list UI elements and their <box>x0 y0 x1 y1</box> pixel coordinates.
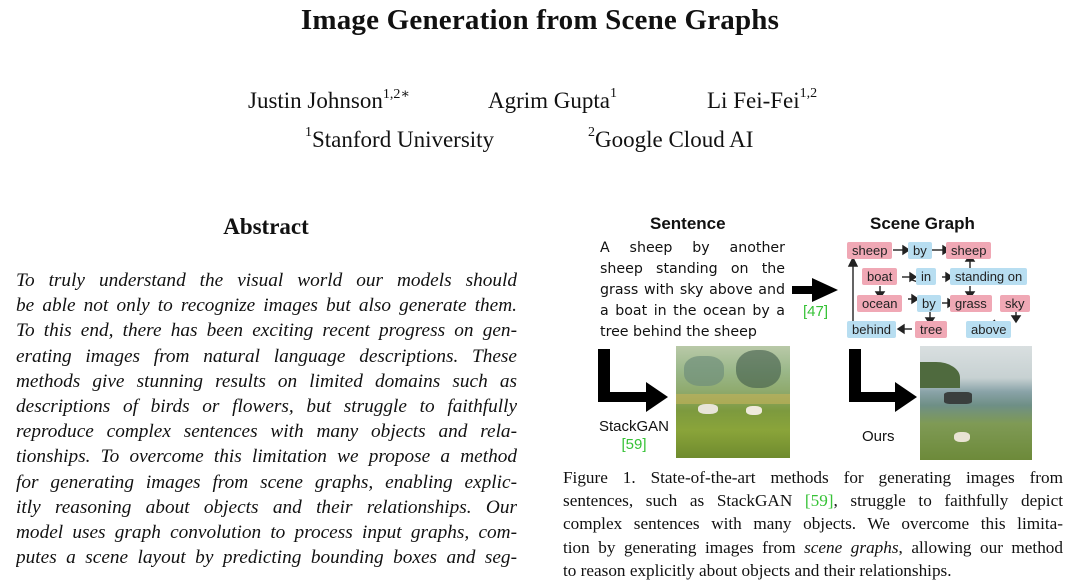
affiliation-1: $^1$Stanford University <box>305 125 495 152</box>
abstract-line: erating images from natural language descriptions. These <box>16 345 517 367</box>
arrow-sentence-to-stackgan-icon <box>598 349 668 412</box>
graph-node-sheep: sheep <box>847 242 892 259</box>
sentence-line: sheep standing on the <box>600 261 785 277</box>
stackgan-name: StackGAN <box>598 418 670 435</box>
abstract-line: model uses graph convolution to process input graphs, com- <box>16 521 517 543</box>
caption-emphasis: scene graphs <box>804 537 899 557</box>
arrow-graph-to-ours-icon <box>849 349 917 412</box>
ours-label: Ours <box>862 428 895 445</box>
graph-node-by: by <box>908 242 932 259</box>
abstract-line: itly reasoning about objects and their relationships. Our <box>16 496 517 518</box>
abstract-line: be able not only to recognize images but also generate them. <box>16 295 517 317</box>
graph-node-sky: sky <box>1000 295 1030 312</box>
affiliation-2: $^2$Google Cloud AI <box>588 125 754 152</box>
graph-node-tree: tree <box>915 321 947 338</box>
abstract-line: for generating images from scene graphs, enabling explic- <box>16 471 517 493</box>
abstract-line: reproduce complex sentences with many objects and rela- <box>16 421 517 443</box>
graph-node-behind: behind <box>847 321 896 338</box>
caption-line: to reason explicitly about objects and their relationships. <box>563 560 952 580</box>
sentence-heading: Sentence <box>650 214 726 233</box>
graph-node-ocean: ocean <box>857 295 902 312</box>
sentence-line: A sheep by another <box>600 240 785 256</box>
caption-citation-59: [59] <box>804 491 834 511</box>
graph-node-boat: boat <box>862 268 897 285</box>
citation-47: [47] <box>803 303 829 320</box>
scene-graph-heading: Scene Graph <box>870 214 975 233</box>
abstract-line: putes a scene layout by predicting bounding boxes and seg- <box>16 547 517 569</box>
caption-line: complex sentences with many objects. We overcome this limita- <box>563 514 1063 534</box>
sentence-line: tree behind the sheep <box>600 324 757 340</box>
caption-line: tion by generating images from scene graphs, allowing our method <box>563 537 1063 557</box>
graph-node-above: above <box>966 321 1011 338</box>
graph-edges <box>849 246 1020 333</box>
graph-node-standing-on: standing on <box>950 268 1027 285</box>
sentence-line: a boat in the ocean by a <box>600 303 785 319</box>
citation-59: [59] <box>621 436 647 453</box>
paper-title: Image Generation from Scene Graphs <box>300 4 780 36</box>
ours-output-image <box>920 346 1032 460</box>
figure-caption <box>563 466 1063 582</box>
graph-node-sheep: sheep <box>946 242 991 259</box>
abstract-line: descriptions of birds or flowers, but struggle to faithfully <box>16 395 517 417</box>
abstract-line: tionships. To overcome this limitation we propose a method <box>16 446 517 468</box>
author-1: Justin Johnson$^{1,2∗}$ <box>248 87 410 113</box>
abstract-line: To truly understand the visual world our models should <box>16 270 517 291</box>
stackgan-output-image <box>676 346 790 458</box>
caption-line: Figure 1. State-of-the-art methods for generating images from <box>563 468 1063 487</box>
stackgan-label <box>596 418 672 454</box>
graph-node-grass: grass <box>950 295 992 312</box>
sentence-line: grass with sky above and <box>600 282 785 298</box>
author-2: Agrim Gupta$^1$ <box>488 86 618 113</box>
author-3: Li Fei-Fei$^{1,2}$ <box>707 86 818 113</box>
abstract-line: To this end, there has been exciting recent progress on gen- <box>16 320 517 342</box>
abstract-heading: Abstract <box>223 214 309 239</box>
graph-node-in: in <box>916 268 936 285</box>
abstract-line: methods give stunning results on limited domains such as <box>16 370 517 392</box>
arrow-sentence-to-graph-icon <box>792 278 838 302</box>
caption-line: sentences, such as StackGAN [59], struggle to faithfully depict <box>563 491 1063 511</box>
graph-node-by: by <box>917 295 941 312</box>
